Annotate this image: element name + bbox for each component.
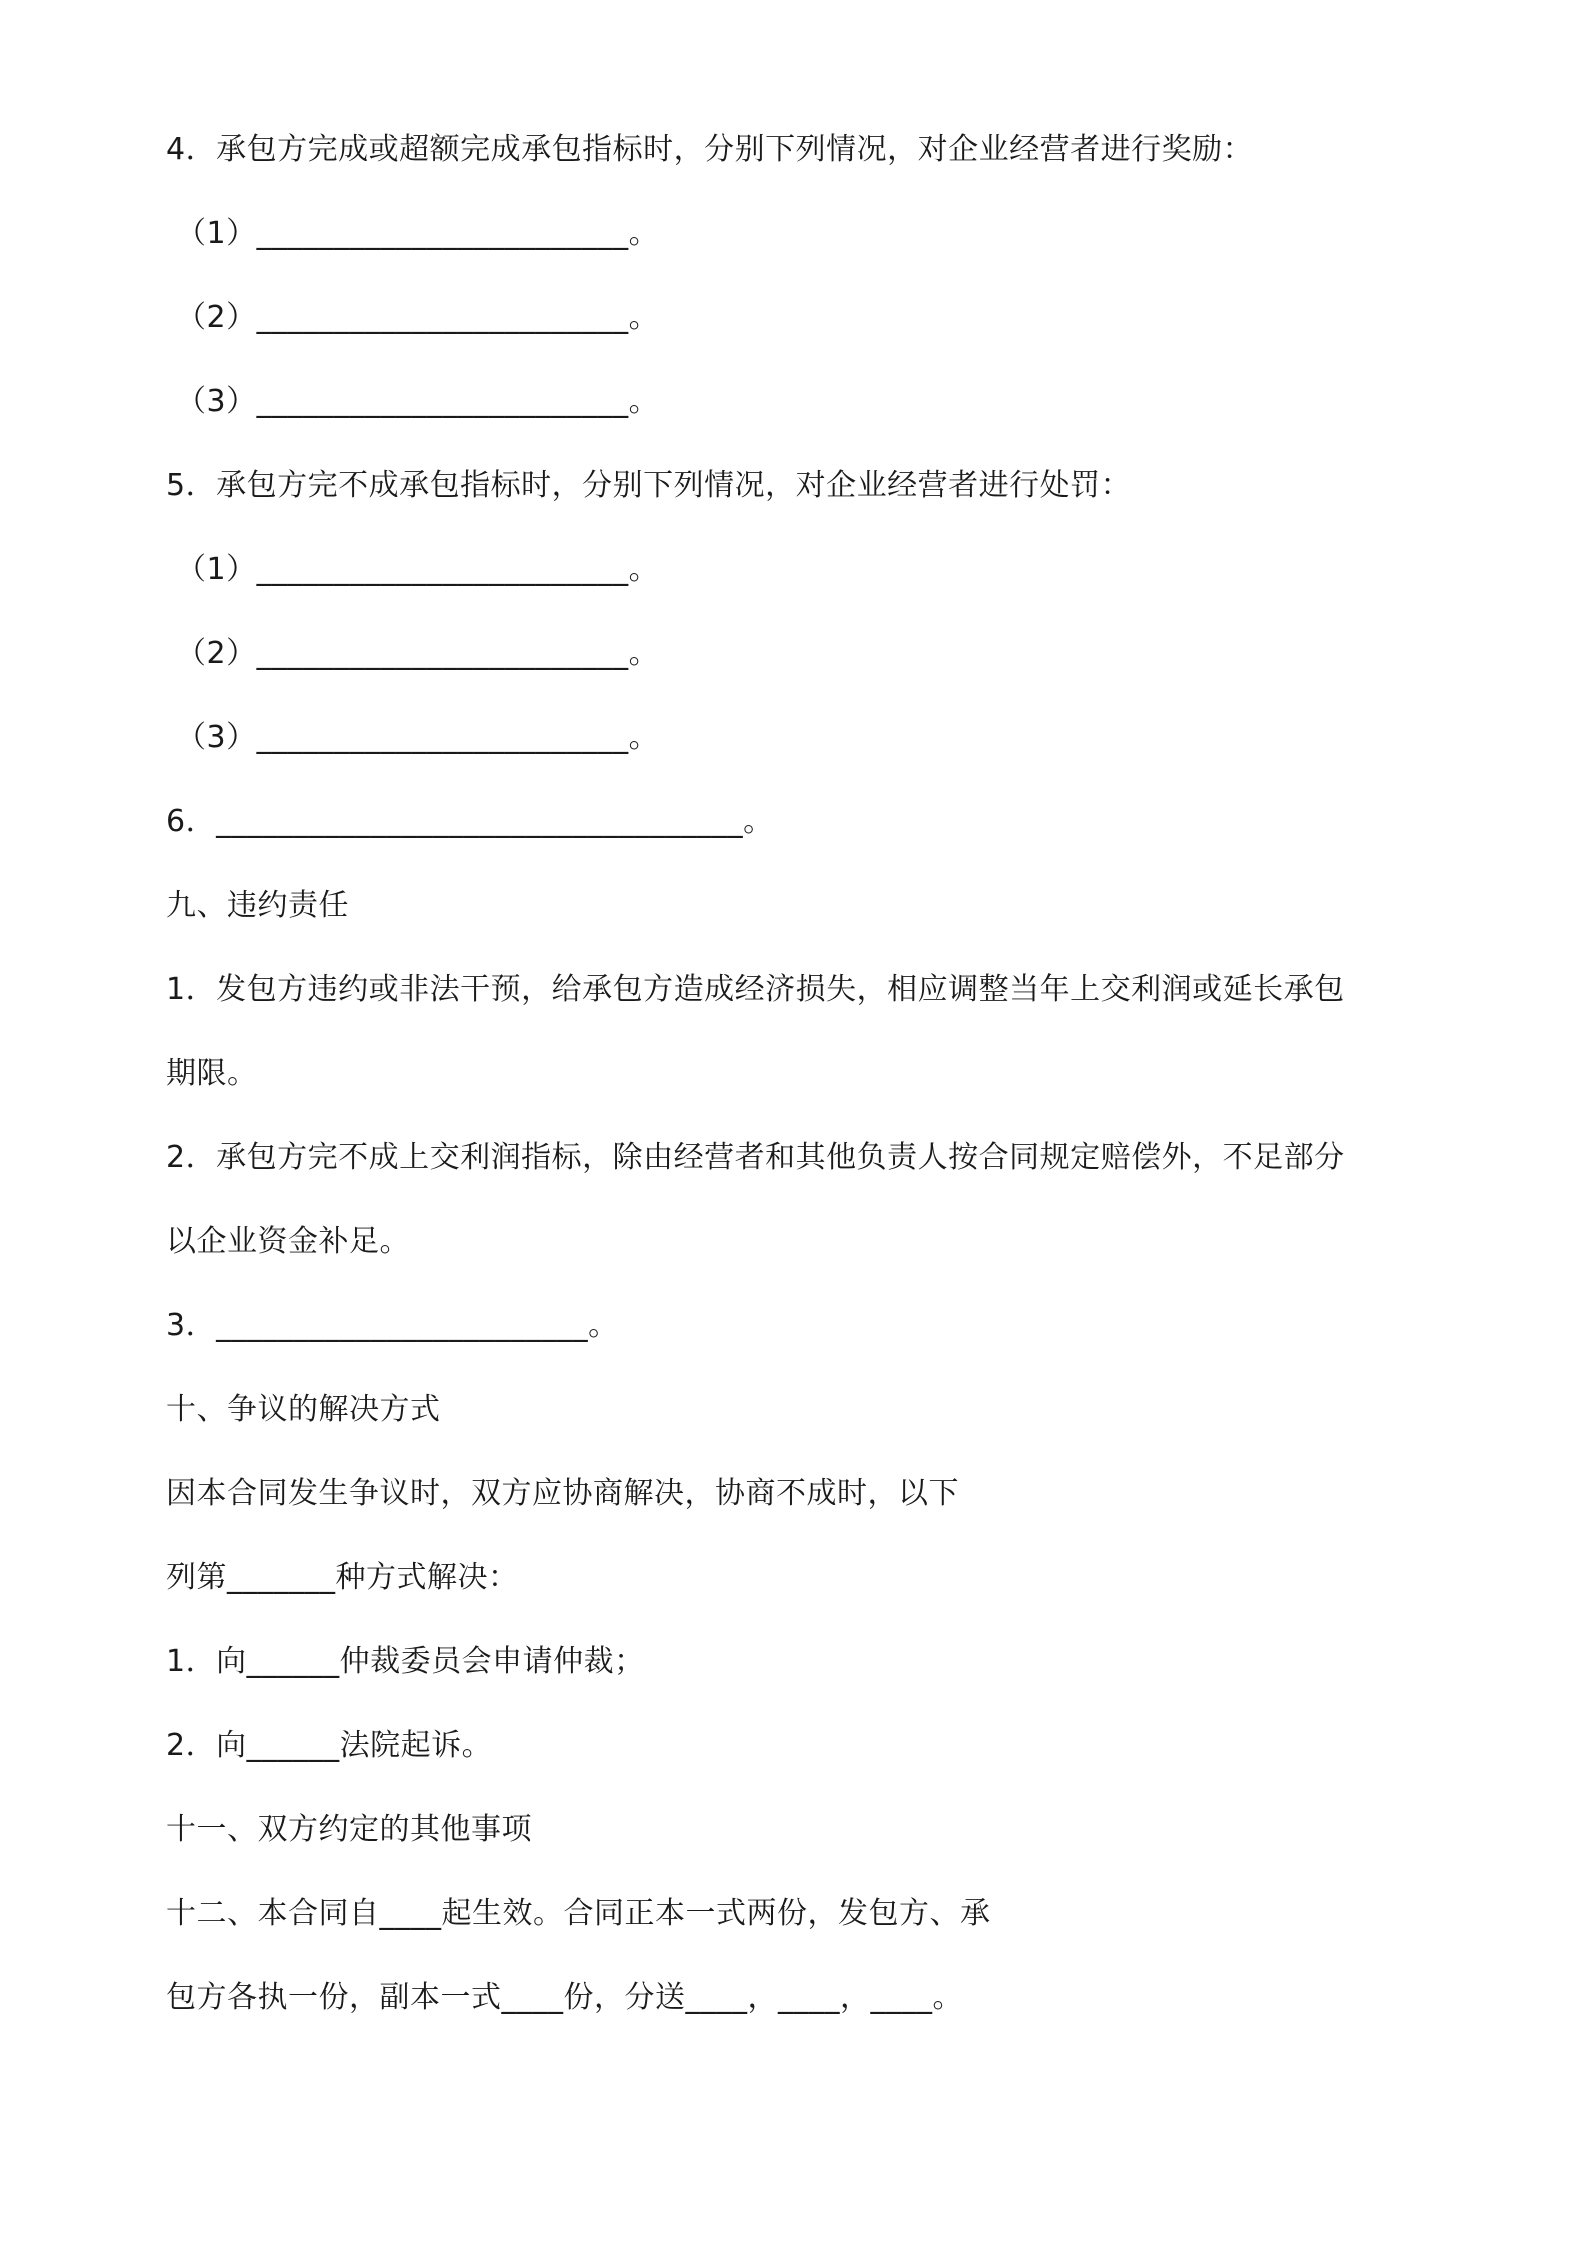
section-9-heading: 九、违约责任 <box>166 888 349 923</box>
section-10-heading: 十、争议的解决方式 <box>166 1392 441 1427</box>
section-9-item-1-line-2: 期限。 <box>166 1056 258 1091</box>
section-11-heading: 十一、双方约定的其他事项 <box>166 1812 532 1847</box>
reward-item-2: （2）________________________。 <box>176 300 660 335</box>
clause-4-reward-heading: 4．承包方完成或超额完成承包指标时，分别下列情况，对企业经营者进行奖励： <box>166 132 1254 167</box>
clause-6: 6．__________________________________。 <box>166 804 774 839</box>
penalty-item-1: （1）________________________。 <box>176 552 660 587</box>
section-9-item-2-line-2: 以企业资金补足。 <box>166 1224 410 1259</box>
section-9-item-2-line-1: 2．承包方完不成上交利润指标，除由经营者和其他负责人按合同规定赔偿外，不足部分 <box>166 1140 1345 1175</box>
reward-item-3: （3）________________________。 <box>176 384 660 419</box>
section-9-item-1-line-1: 1．发包方违约或非法干预，给承包方造成经济损失，相应调整当年上交利润或延长承包 <box>166 972 1345 1007</box>
section-10-option-2: 2．向______法院起诉。 <box>166 1728 493 1763</box>
reward-item-1: （1）________________________。 <box>176 216 660 251</box>
section-12-line-1: 十二、本合同自____起生效。合同正本一式两份，发包方、承 <box>166 1896 991 1931</box>
section-10-option-1: 1．向______仲裁委员会申请仲裁； <box>166 1644 645 1679</box>
section-12-line-2: 包方各执一份，副本一式____份，分送____，____，____。 <box>166 1980 963 2015</box>
penalty-item-2: （2）________________________。 <box>176 636 660 671</box>
section-9-item-3: 3．________________________。 <box>166 1308 619 1343</box>
penalty-item-3: （3）________________________。 <box>176 720 660 755</box>
section-10-body-line-2: 列第_______种方式解决： <box>166 1560 519 1595</box>
section-10-body-line-1: 因本合同发生争议时，双方应协商解决，协商不成时，以下 <box>166 1476 959 1511</box>
clause-5-penalty-heading: 5．承包方完不成承包指标时，分别下列情况，对企业经营者进行处罚： <box>166 468 1132 503</box>
